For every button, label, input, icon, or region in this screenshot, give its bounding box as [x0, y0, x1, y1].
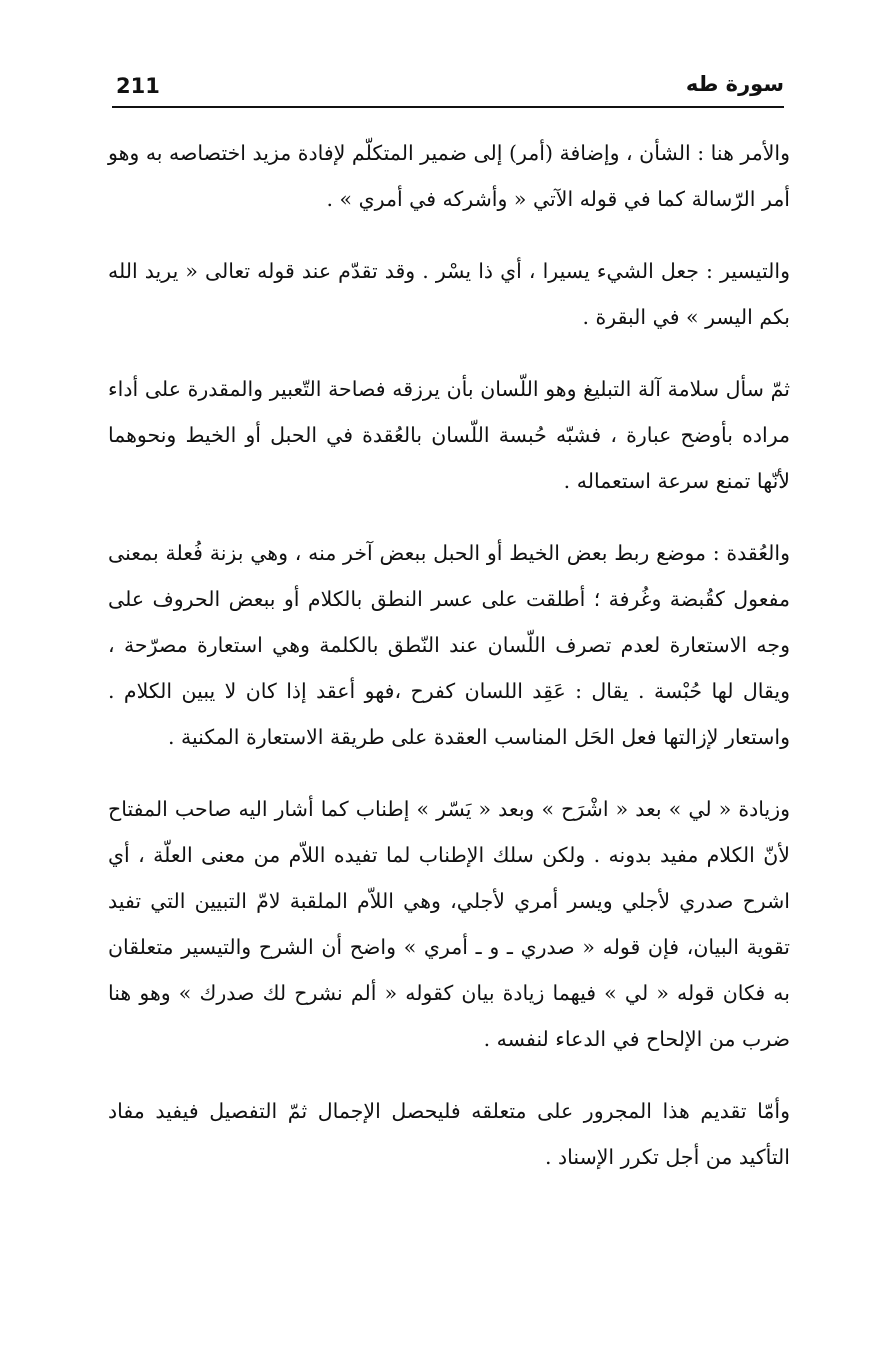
paragraph-lisan: ثمّ سأل سلامة آلة التبليغ وهو اللّسان بأن يرزقه فصاحة التّعبير والمقدرة على أداء مراده بأوضح عبارة ، فشبّه حُبسة اللّسان بالعُقدة في الحبل أو الخيط ونحوهما لأنّها تمنع سرعة استعماله . [108, 377, 790, 493]
page-number: 211 [116, 74, 160, 98]
paragraph-uqda: والعُقدة : موضع ربط بعض الخيط أو الحبل ببعض آخر منه ، وهي بزنة فُعلة بمعنى مفعول كقُبضة وغُرفة ؛ أطلقت على عسر النطق بالكلام أو ببعض الحروف على وجه الاستعارة لعدم تصرف اللّسان عند النّطق بالكلمة وهي استعارة مصرّحة ، ويقال لها حُبْسة . يقال : عَقِد اللسان كفرح ،فهو أعقد إذا كان لا يبين الكلام . واستعار لإزالتها فعل الحَل المناسب العقدة على طريقة الاستعارة المكنية . [108, 541, 790, 749]
paragraph-amr: والأمر هنا : الشأن ، وإضافة (أمر) إلى ضمير المتكلّم لإفادة مزيد اختصاصه به وهو أمر الرّسالة كما في قوله الآتي « وأشركه في أمري » . [108, 141, 790, 211]
running-head: سورة طه [685, 72, 784, 96]
paragraph-taqdim: وأمّا تقديم هذا المجرور على متعلقه فليحصل الإجمال ثمّ التفصيل فيفيد مفاد التأكيد من أجل تكرر الإسناد . [108, 1099, 790, 1169]
paragraph-taysir: والتيسير : جعل الشيء يسيرا ، أي ذا يسْر . وقد تقدّم عند قوله تعالى « يريد الله بكم اليسر » في البقرة . [108, 259, 790, 329]
page-body [108, 130, 790, 1206]
page-header [112, 66, 784, 108]
paragraph-ziyada: وزيادة « لي » بعد « اشْرَح » وبعد « يَسّر » إطناب كما أشار اليه صاحب المفتاح لأنّ الكلام مفيد بدونه . ولكن سلك الإطناب لما تفيده اللاّم من معنى العلّة ، أي اشرح صدري لأجلي ويسر أمري لأجلي، وهي اللاّم الملقبة لامّ التبيين التي تفيد تقوية البيان، فإن قوله « صدري ـ و ـ أمري » واضح أن الشرح والتيسير متعلقان به فكان قوله « لي » فيهما زيادة بيان كقوله « ألم نشرح لك صدرك » وهو هنا ضرب من الإلحاح في الدعاء لنفسه . [108, 797, 790, 1051]
